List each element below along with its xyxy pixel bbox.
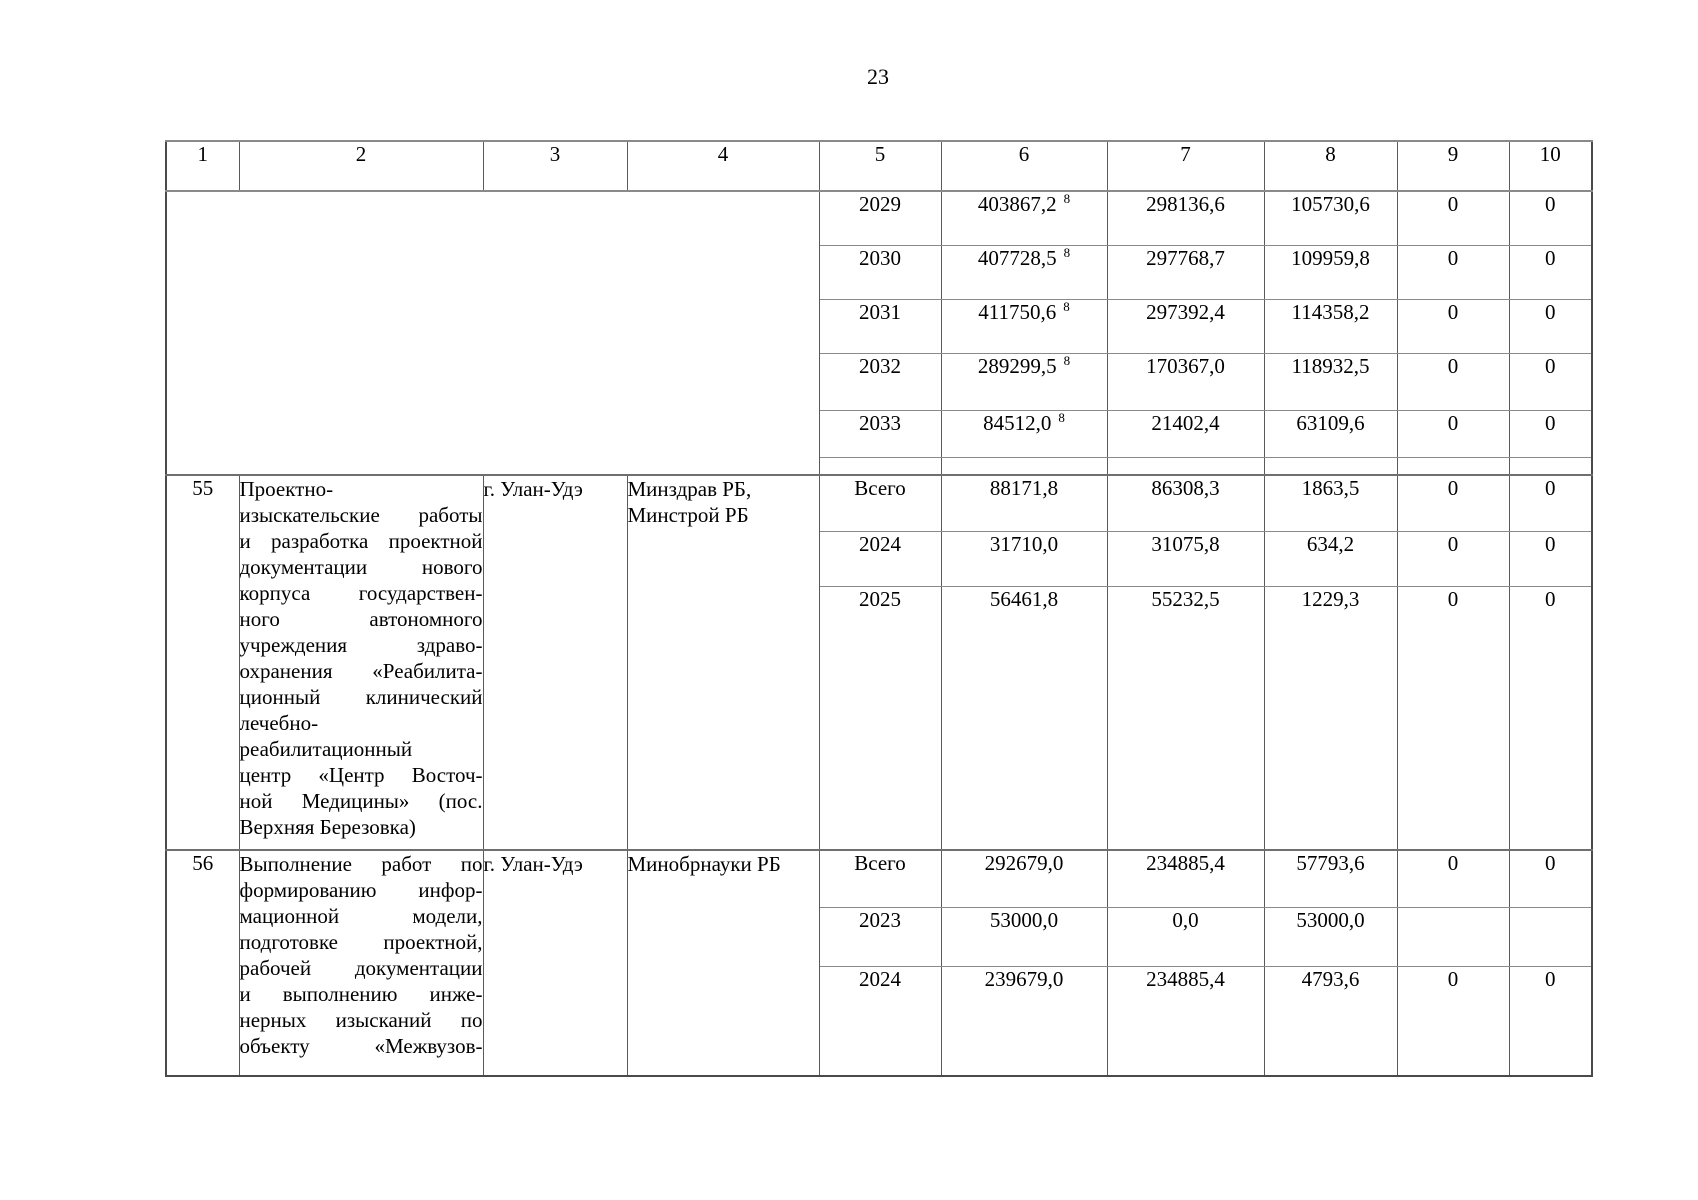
period-cell: 2033 xyxy=(819,410,941,457)
amount-col9-cell: 0 xyxy=(1397,850,1509,907)
amount-total-cell xyxy=(941,299,1107,353)
amount-federal-cell: 170367,0 xyxy=(1107,353,1264,410)
amount-col10-cell: 0 xyxy=(1509,245,1592,299)
period-cell: 2024 xyxy=(819,531,941,586)
item-agency-cell: Минздрав РБ, Минстрой РБ xyxy=(627,475,819,850)
amount-col10-cell xyxy=(1509,907,1592,966)
amount-total-cell xyxy=(941,410,1107,457)
amount-col9-cell: 0 xyxy=(1397,191,1509,245)
amount-federal-cell: 234885,4 xyxy=(1107,966,1264,1076)
amount-col9-cell: 0 xyxy=(1397,245,1509,299)
amount-value: 411750,6 xyxy=(978,299,1057,324)
period-cell: 2029 xyxy=(819,191,941,245)
amount-col9-cell xyxy=(1397,907,1509,966)
amount-republican-cell: 4793,6 xyxy=(1264,966,1397,1076)
amount-col9-cell: 0 xyxy=(1397,531,1509,586)
amount-value: 289299,5 xyxy=(977,353,1057,378)
col-number-7: 7 xyxy=(1107,141,1264,191)
footnote-ref: 8 xyxy=(1058,410,1065,425)
item-description-cell: Выполнение работ по формированию инфор- мационной модели, подготовке проектной, рабочей документации и выполнению инже- нерных изысканий по объекту «Межвузов- xyxy=(239,850,483,1076)
budget-table xyxy=(165,140,1593,1077)
col-number-5: 5 xyxy=(819,141,941,191)
amount-federal-cell: 298136,6 xyxy=(1107,191,1264,245)
amount-republican-cell: 57793,6 xyxy=(1264,850,1397,907)
amount-republican-cell: 105730,6 xyxy=(1264,191,1397,245)
amount-col9-cell: 0 xyxy=(1397,299,1509,353)
amount-federal-cell: 55232,5 xyxy=(1107,586,1264,850)
footnote-ref: 8 xyxy=(1063,299,1070,314)
amount-col10-cell: 0 xyxy=(1509,191,1592,245)
amount-col10-cell: 0 xyxy=(1509,966,1592,1076)
amount-col10-cell: 0 xyxy=(1509,531,1592,586)
amount-republican-cell: 1229,3 xyxy=(1264,586,1397,850)
period-cell: 2023 xyxy=(819,907,941,966)
table-header-row xyxy=(166,141,1592,191)
col-number-8: 8 xyxy=(1264,141,1397,191)
amount-total-cell xyxy=(941,245,1107,299)
gap-cell xyxy=(1264,457,1397,475)
table-row xyxy=(166,191,1592,245)
amount-col9-cell: 0 xyxy=(1397,586,1509,850)
amount-total-cell: 239679,0 xyxy=(941,966,1107,1076)
amount-federal-cell: 297768,7 xyxy=(1107,245,1264,299)
page-number: 23 xyxy=(867,64,889,89)
period-cell: 2031 xyxy=(819,299,941,353)
item-location-cell: г. Улан-Удэ xyxy=(483,475,627,850)
amount-republican-cell: 114358,2 xyxy=(1264,299,1397,353)
gap-cell xyxy=(1107,457,1264,475)
amount-col9-cell: 0 xyxy=(1397,966,1509,1076)
col-number-6: 6 xyxy=(941,141,1107,191)
amount-total-cell xyxy=(941,191,1107,245)
amount-federal-cell: 21402,4 xyxy=(1107,410,1264,457)
amount-col10-cell: 0 xyxy=(1509,586,1592,850)
amount-col10-cell: 0 xyxy=(1509,410,1592,457)
table-row xyxy=(166,475,1592,531)
item-agency-cell: Минобрнауки РБ xyxy=(627,850,819,1076)
amount-republican-cell: 634,2 xyxy=(1264,531,1397,586)
amount-total-cell: 88171,8 xyxy=(941,475,1107,531)
period-cell: 2024 xyxy=(819,966,941,1076)
period-cell: 2030 xyxy=(819,245,941,299)
item-location-cell: г. Улан-Удэ xyxy=(483,850,627,1076)
amount-total-cell: 292679,0 xyxy=(941,850,1107,907)
continuation-empty-cell xyxy=(166,191,819,475)
amount-federal-cell: 86308,3 xyxy=(1107,475,1264,531)
col-number-10: 10 xyxy=(1509,141,1592,191)
gap-cell xyxy=(941,457,1107,475)
amount-col10-cell: 0 xyxy=(1509,299,1592,353)
amount-republican-cell: 63109,6 xyxy=(1264,410,1397,457)
amount-value: 403867,2 xyxy=(977,192,1057,216)
amount-federal-cell: 31075,8 xyxy=(1107,531,1264,586)
amount-col10-cell: 0 xyxy=(1509,353,1592,410)
amount-total-cell: 31710,0 xyxy=(941,531,1107,586)
footnote-ref: 8 xyxy=(1063,353,1071,368)
amount-federal-cell: 234885,4 xyxy=(1107,850,1264,907)
period-cell: Всего xyxy=(819,475,941,531)
amount-col10-cell: 0 xyxy=(1509,475,1592,531)
col-number-9: 9 xyxy=(1397,141,1509,191)
table-row xyxy=(166,850,1592,907)
gap-cell xyxy=(819,457,941,475)
amount-value: 407728,5 xyxy=(977,245,1057,270)
item-number-cell: 56 xyxy=(166,850,239,1076)
amount-value: 84512,0 xyxy=(983,410,1052,435)
period-cell: 2032 xyxy=(819,353,941,410)
amount-federal-cell: 0,0 xyxy=(1107,907,1264,966)
col-number-4: 4 xyxy=(627,141,819,191)
amount-col9-cell: 0 xyxy=(1397,475,1509,531)
amount-col10-cell: 0 xyxy=(1509,850,1592,907)
footnote-ref: 8 xyxy=(1063,245,1071,260)
amount-republican-cell: 118932,5 xyxy=(1264,353,1397,410)
amount-total-cell: 53000,0 xyxy=(941,907,1107,966)
amount-col9-cell: 0 xyxy=(1397,410,1509,457)
footnote-ref: 8 xyxy=(1063,191,1071,206)
amount-total-cell xyxy=(941,353,1107,410)
period-cell: 2025 xyxy=(819,586,941,850)
item-description-cell: Проектно- изыскательские работы и разработка проектной документации нового корпуса государствен- ного автономного учреждения здраво- охранения «Реабилита- ционный клинический лечебно- реабилитационный центр «Центр Восточ- ной Медицины» (пос. Верхняя Березовка) xyxy=(239,475,483,850)
col-number-1: 1 xyxy=(166,141,239,191)
col-number-2: 2 xyxy=(239,141,483,191)
gap-cell xyxy=(1509,457,1592,475)
amount-republican-cell: 1863,5 xyxy=(1264,475,1397,531)
amount-republican-cell: 53000,0 xyxy=(1264,907,1397,966)
period-cell: Всего xyxy=(819,850,941,907)
item-number-cell: 55 xyxy=(166,475,239,850)
amount-col9-cell: 0 xyxy=(1397,353,1509,410)
amount-federal-cell: 297392,4 xyxy=(1107,299,1264,353)
amount-republican-cell: 109959,8 xyxy=(1264,245,1397,299)
amount-total-cell: 56461,8 xyxy=(941,586,1107,850)
col-number-3: 3 xyxy=(483,141,627,191)
gap-cell xyxy=(1397,457,1509,475)
